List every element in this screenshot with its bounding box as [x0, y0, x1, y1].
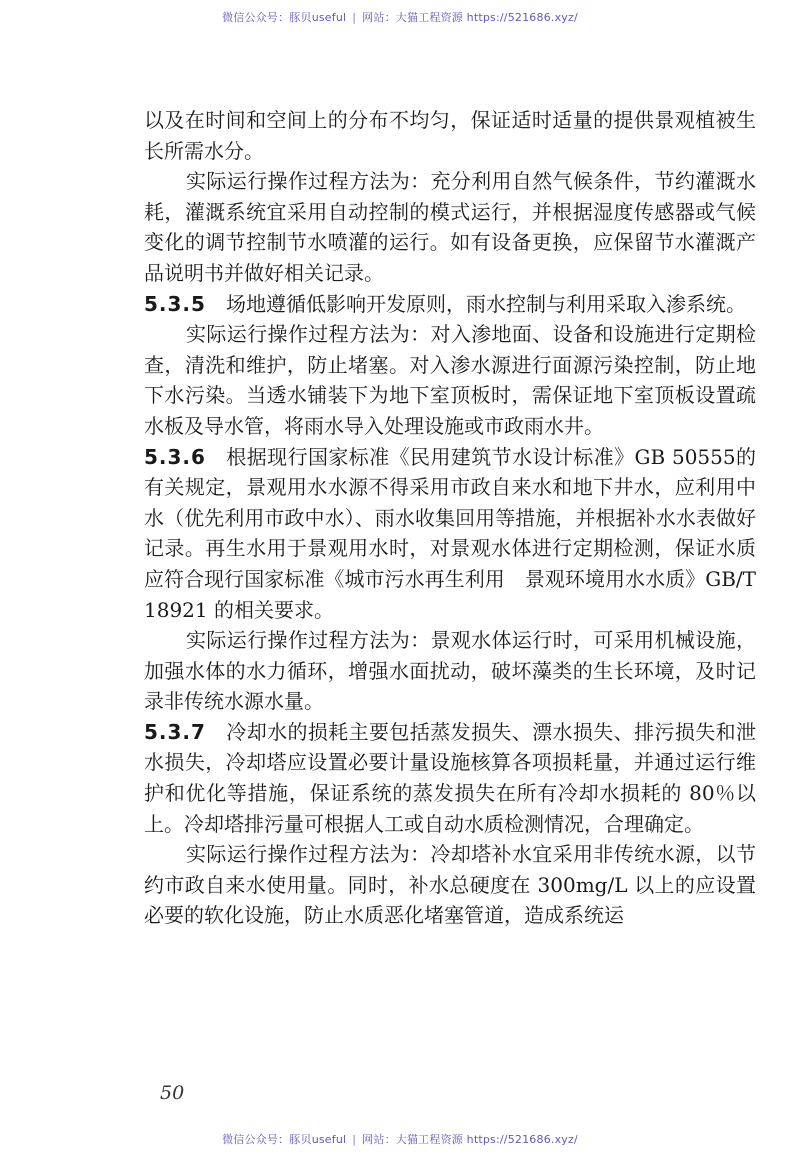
paragraph-practice: 实际运行操作过程方法为：景观水体运行时，可采用机械设施，加强水体的水力循环，增强水面扰动，破坏藻类的生长环境，及时记录非传统水源水量。 [144, 628, 756, 714]
clause-text: 根据现行国家标准《民用建筑节水设计标准》GB 50555的有关规定，景观用水水源不得采用市政自来水和地下井水，应利用中水（优先利用市政中水）、雨水收集回用等措施，并根据补水水表做好记录。再生水用于景观用水时，对景观水体进行定期检测，保证水质应符合现行国家标准《城市污水再生利用 景观环境用水水质》GB/T 18921 的相关要求。 [144, 444, 756, 622]
watermark-top [0, 9, 800, 25]
clause-5-3-5 [144, 289, 756, 320]
watermark-bottom [0, 1131, 800, 1147]
clause-5-3-6 [144, 442, 756, 626]
document-body [144, 105, 756, 931]
paragraph-continuation: 以及在时间和空间上的分布不均匀，保证适时适量的提供景观植被生长所需水分。 [144, 108, 756, 163]
clause-number: 5.3.6 [144, 444, 206, 469]
clause-number: 5.3.7 [144, 719, 206, 744]
clause-5-3-7 [144, 717, 756, 839]
watermark-right-text: 网站：大猫工程资源 https://521686.xyz/ [362, 1133, 578, 1146]
paragraph-practice: 实际运行操作过程方法为：充分利用自然气候条件，节约灌溉水耗，灌溉系统宜采用自动控制的模式运行，并根据湿度传感器或气候变化的调节控制节水喷灌的运行。如有设备更换，应保留节水灌溉产品说明书并做好相关记录。 [144, 169, 756, 285]
watermark-right-text: 网站：大猫工程资源 https://521686.xyz/ [362, 11, 578, 24]
clause-number: 5.3.5 [144, 291, 206, 316]
watermark-left-text: 微信公众号：豚贝useful [222, 1133, 347, 1146]
watermark-separator: | [352, 11, 357, 24]
clause-text: 冷却水的损耗主要包括蒸发损失、漂水损失、排污损失和泄水损失，冷却塔应设置必要计量设施核算各项损耗量，并通过运行维护和优化等措施，保证系统的蒸发损失在所有冷却水损耗的 80％以上。冷却塔排污量可根据人工或自动水质检测情况，合理确定。 [144, 719, 756, 836]
clause-text: 场地遵循低影响开发原则，雨水控制与利用采取入渗系统。 [225, 291, 746, 316]
paragraph-practice: 实际运行操作过程方法为：对入渗地面、设备和设施进行定期检查，清洗和维护，防止堵塞。对入渗水源进行面源污染控制，防止地下水污染。当透水铺装下为地下室顶板时，需保证地下室顶板设置疏水板及导水管，将雨水导入处理设施或市政雨水井。 [144, 322, 756, 438]
paragraph-practice: 实际运行操作过程方法为：冷却塔补水宜采用非传统水源，以节约市政自来水使用量。同时，补水总硬度在 300mg/L 以上的应设置必要的软化设施，防止水质恶化堵塞管道，造成系统运 [144, 842, 756, 928]
watermark-separator: | [352, 1133, 357, 1146]
page-number: 50 [160, 1082, 185, 1104]
watermark-left-text: 微信公众号：豚贝useful [222, 11, 347, 24]
